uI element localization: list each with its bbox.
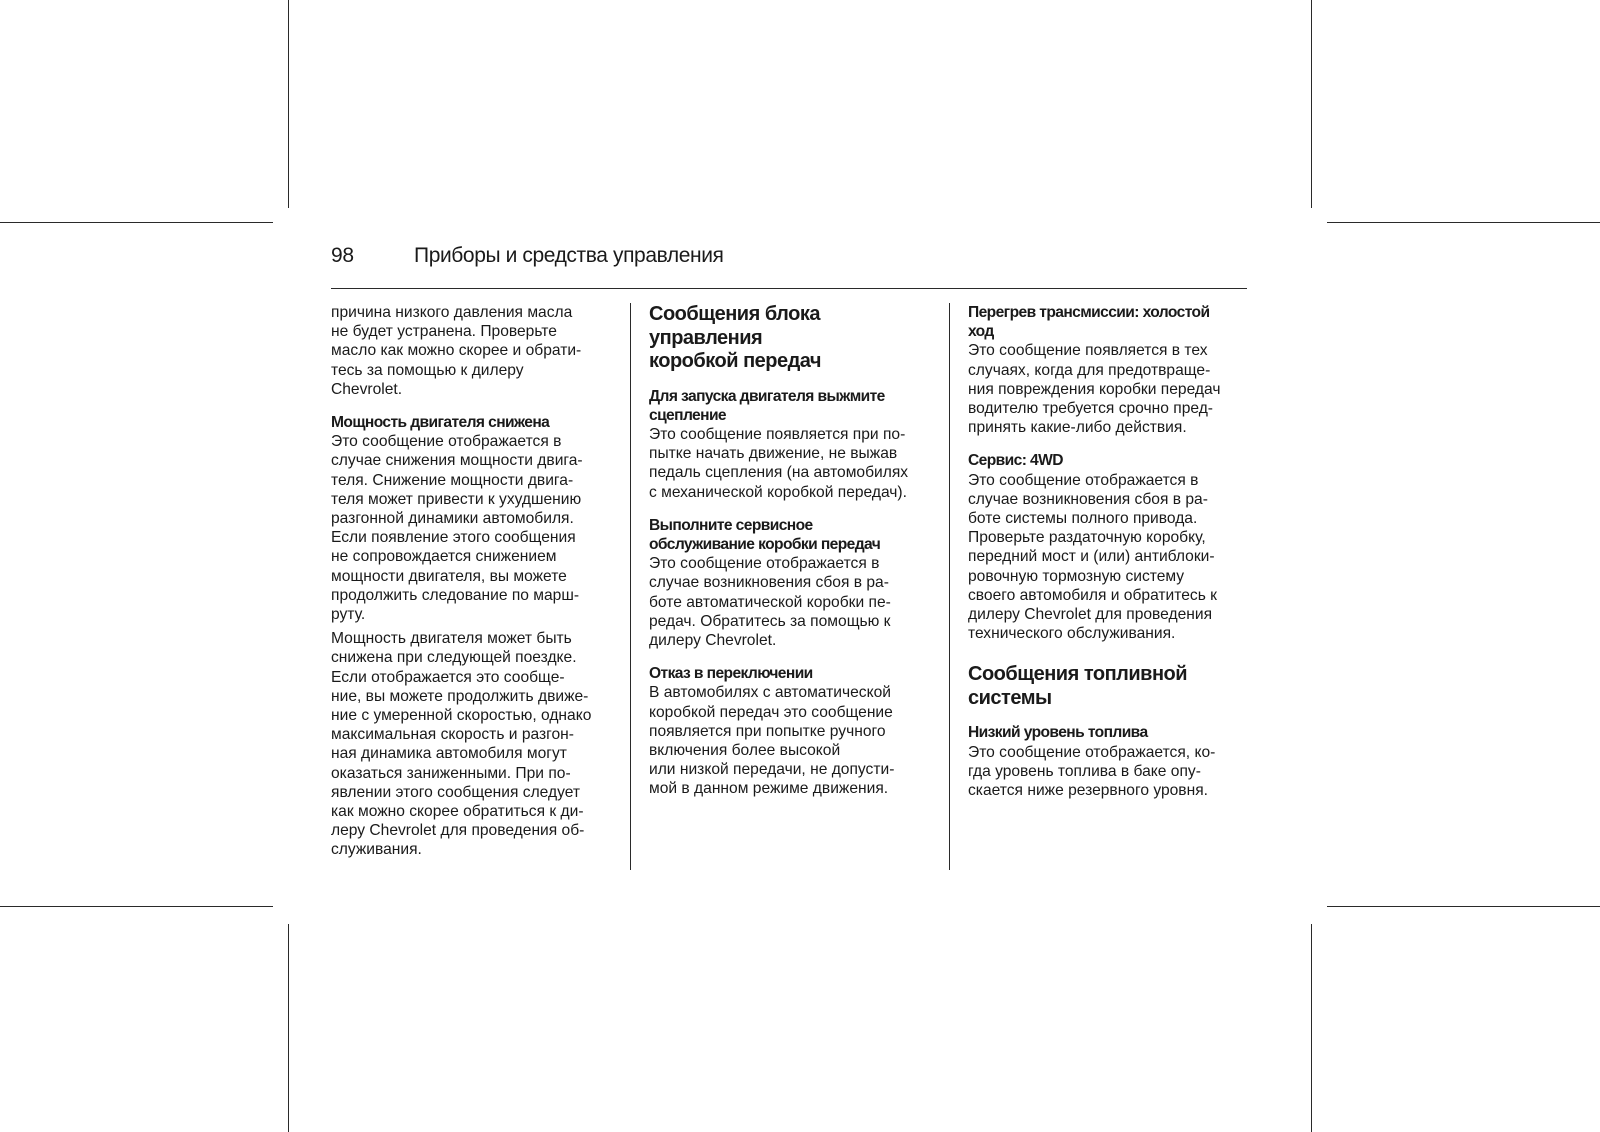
subheading: Мощность двигателя снижена: [331, 414, 550, 432]
crop-mark: [0, 222, 273, 223]
subheading: Для запуска двигателя выжмите сцепление: [649, 387, 885, 424]
crop-mark: [1327, 222, 1600, 223]
subheading: Сервис: 4WD: [968, 452, 1063, 470]
subheading: Отказ в переключении: [649, 665, 813, 683]
paragraph: Это сообщение отображается, ко- гда уровень топлива в баке опу- скается ниже резервного уровня.: [968, 743, 1216, 800]
paragraph: Это сообщение появляется при по- пытке начать движение, не выжав педаль сцепления (на автомобилях с механической коробкой передач).: [649, 425, 909, 501]
paragraph: В автомобилях с автоматической коробкой передач это сообщение появляется при попытке ручного включения более высокой или низкой передачи, не допусти- мой в данном режиме движения.: [649, 684, 895, 798]
crop-mark: [1311, 0, 1312, 208]
paragraph: Это сообщение отображается в случае возникновения сбоя в ра- боте автоматической коробки пе- редач. Обратитесь за помощью к дилеру Chevrolet.: [649, 555, 891, 649]
subheading: Выполните сервисное обслуживание коробки передач: [649, 516, 881, 553]
subheading: Низкий уровень топлива: [968, 724, 1148, 742]
paragraph: Мощность двигателя может быть снижена при следующей поездке. Если отображается это сообще- ние, вы можете продолжить движе- ние с умеренной скоростью, однако максимальная скорость и разгон- ная динамика автомобиля могут оказаться заниженными. При по- явлении этого сообщения следует как можно скорее обратиться к ди- леру Chevrolet для проведения об- служивания.: [331, 630, 592, 859]
crop-mark: [288, 0, 289, 208]
crop-mark: [1327, 906, 1600, 907]
paragraph: причина низкого давления масла не будет устранена. Проверьте масло как можно скорее и обрати- тесь за помощью к дилеру Chevrolet.: [331, 304, 582, 398]
column-divider: [630, 303, 631, 870]
section-heading: Сообщения топливной системы: [968, 663, 1188, 709]
page-number: 98: [331, 244, 354, 267]
text-column-3: [968, 303, 1248, 805]
text-column-2: [649, 303, 929, 804]
paragraph: Это сообщение отображается в случае снижения мощности двига- теля. Снижение мощности двига- теля может привести к ухудшению разгонной динамики автомобиля. Если появление этого сообщения не сопровождается снижением мощности двигателя, вы можете продолжить следование по марш- руту.: [331, 433, 583, 624]
crop-mark: [1311, 924, 1312, 1132]
section-heading: Сообщения блока управления коробкой передач: [649, 303, 822, 372]
header-rule: [331, 288, 1247, 289]
crop-mark: [0, 906, 273, 907]
text-column-1: [331, 303, 611, 865]
paragraph: Это сообщение отображается в случае возникновения сбоя в ра- боте системы полного привода. Проверьте раздаточную коробку, передний мост и (или) антиблоки- ровочную тормозную систему своего автомобиля и обратитесь к дилеру Chevrolet для проведения технического обслуживания.: [968, 471, 1217, 643]
column-divider: [949, 303, 950, 870]
page-title: Приборы и средства управления: [414, 244, 724, 267]
subheading: Перегрев трансмиссии: холостой ход: [968, 304, 1210, 341]
crop-mark: [288, 924, 289, 1132]
paragraph: Это сообщение появляется в тех случаях, когда для предотвраще- ния повреждения коробки передач водителю требуется срочно пред- принять какие-либо действия.: [968, 342, 1221, 437]
